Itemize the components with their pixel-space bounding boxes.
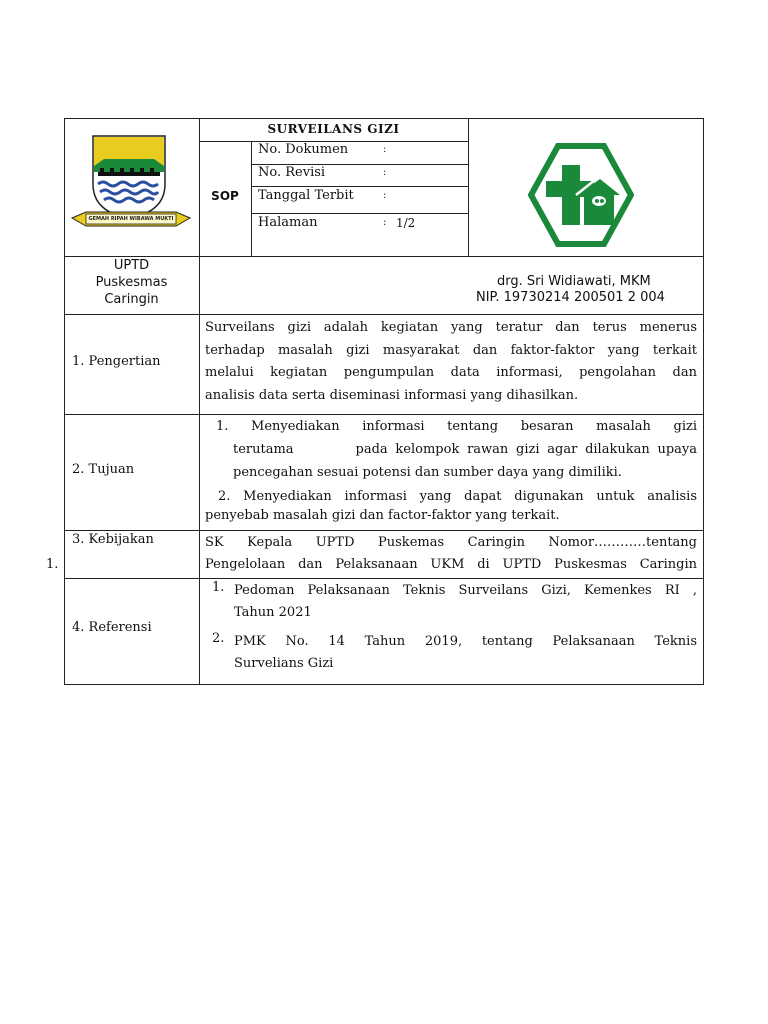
margin-number: 1. — [46, 557, 59, 572]
tujuan-item-1-line-3: pencegahan sesuai potensi dan sumber daya yang dimiliki. — [233, 465, 622, 480]
field-no-dokumen-sep: : — [383, 144, 387, 155]
referensi-item-1-line-1: Pedoman Pelaksanaan Teknis Surveilans Gizi, Kemenkes RI , — [234, 583, 697, 598]
crest-motto: GEMAH RIPAH WIBAWA MUKTI — [88, 216, 174, 222]
institution-line-3: Caringin — [104, 292, 159, 307]
referensi-item-1-num: 1. — [212, 580, 225, 595]
pengertian-line-2: terhadap masalah gizi masyarakat dan faktor-faktor yang terkait — [205, 342, 697, 358]
puskesmas-cross-icon — [528, 143, 634, 247]
institution-line-1: UPTD — [113, 258, 150, 273]
row-label-kebijakan: 3. Kebijakan — [72, 532, 154, 547]
row-label-tujuan: 2. Tujuan — [72, 462, 135, 477]
referensi-item-2-line-1: PMK No. 14 Tahun 2019, tentang Pelaksanaan Teknis — [234, 634, 697, 649]
tujuan-item-1-line-1: 1. Menyediakan informasi tentang besaran masalah gizi — [216, 419, 697, 434]
kebijakan-text — [205, 532, 697, 576]
field-tanggal-terbit-label: Tanggal Terbit — [258, 188, 354, 203]
field-halaman-label: Halaman — [258, 215, 318, 230]
pengertian-line-1: Surveilans gizi adalah kegiatan yang teratur dan terus menerus — [205, 320, 697, 335]
referensi-item-2 — [234, 631, 697, 675]
field-no-revisi-label: No. Revisi — [258, 165, 326, 180]
pengertian-line-3: melalui kegiatan pengumpulan data informasi, pengolahan dan — [205, 365, 697, 380]
tujuan-item-1 — [216, 415, 697, 438]
tujuan-item-1-line-2: terutama pada kelompok rawan gizi agar dilakukan upaya — [233, 442, 697, 457]
row-label-referensi: 4. Referensi — [72, 620, 152, 635]
signer-name: drg. Sri Widiawati, MKM — [497, 274, 651, 289]
city-crest-logo — [70, 132, 192, 232]
kebijakan-line-1: SK Kepala UPTD Puskemas Caringin Nomor…………tentang — [205, 535, 697, 550]
field-halaman-value: 1/2 — [396, 216, 416, 230]
row-label-pengertian: 1. Pengertian — [72, 354, 161, 369]
field-tanggal-terbit-sep: : — [383, 190, 387, 201]
tujuan-item-2 — [218, 485, 697, 508]
pengertian-line-4: analisis data serta diseminasi informasi yang dihasilkan. — [205, 387, 579, 403]
referensi-item-2-num: 2. — [212, 631, 225, 646]
signer-nip: NIP. 19730214 200501 2 004 — [476, 290, 665, 305]
tujuan-item-1-cont — [233, 438, 697, 484]
document-title: SURVEILANS GIZI — [267, 122, 400, 136]
kebijakan-line-2: Pengelolaan dan Pelaksanaan UKM di UPTD Puskesmas Caringin — [205, 557, 697, 572]
tujuan-item-2-line-1: 2. Menyediakan informasi yang dapat digunakan untuk analisis — [218, 489, 697, 504]
field-no-revisi-sep: : — [383, 167, 387, 178]
sop-label: SOP — [211, 189, 239, 203]
pengertian-text — [205, 317, 697, 407]
referensi-item-1-line-2: Tahun 2021 — [234, 605, 312, 620]
tujuan-item-2-line-2: penyebab masalah gizi dan factor-faktor yang terkait. — [205, 508, 560, 523]
field-halaman-sep: : — [383, 217, 387, 228]
puskesmas-logo — [528, 143, 634, 247]
field-no-dokumen-label: No. Dokumen — [258, 142, 349, 157]
institution-line-2: Puskesmas — [95, 275, 168, 290]
referensi-item-1 — [234, 580, 697, 624]
referensi-item-2-line-2: Survelians Gizi — [234, 656, 334, 671]
